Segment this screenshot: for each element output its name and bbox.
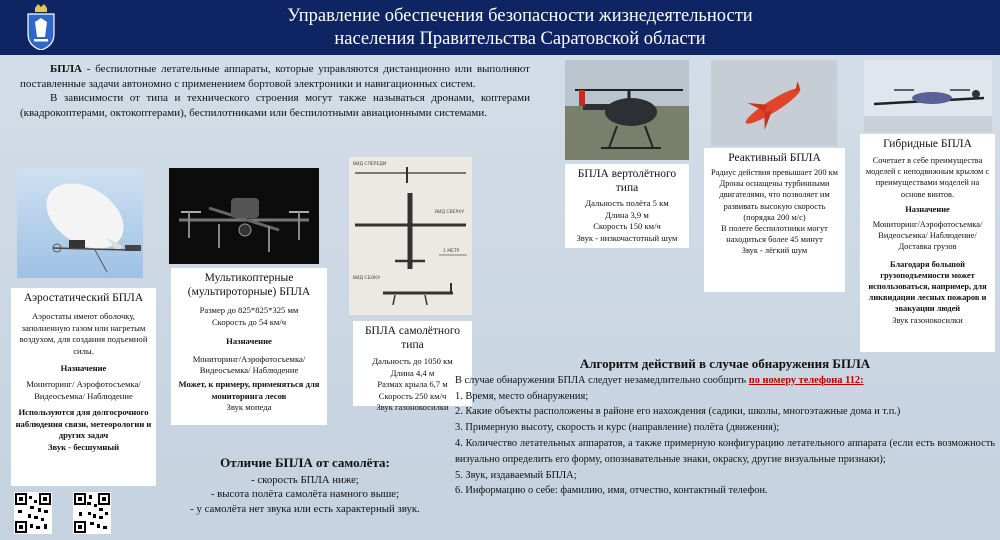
algorithm-step: 5. Звук, издаваемый БПЛА; <box>455 469 577 481</box>
helicopter-card-title: БПЛА вертолётного типа <box>577 168 677 194</box>
coat-of-arms-logo <box>26 4 56 50</box>
algorithm-step: 6. Информацию о себе: фамилию, имя, отчество, контактный телефон. <box>455 485 768 497</box>
multicopter-card: Мультикоптерные (мультироторные) БПЛА Размер до 825*825*325 мм Скорость до 54 км/ч Назначение Мониторинг/Аэрофотосъемка/ Видеосъемка/ Наблюдение Может, к примеру, применяться для мониторинга лесов Звук мопеда <box>171 268 327 425</box>
multicopter-card-title: Мультикоптерные (мультироторные) БПЛА <box>187 272 311 298</box>
hybrid-drone-photo <box>864 60 992 132</box>
intro-term: БПЛА <box>50 63 82 75</box>
diagram-label-top: ВИД СВЕРХУ <box>435 210 465 215</box>
difference-item: - скорость БПЛА ниже; <box>251 473 359 486</box>
algorithm-section <box>455 356 995 499</box>
qr-code[interactable] <box>14 492 52 534</box>
plane-diagram <box>349 157 472 315</box>
plane-card-title: БПЛА самолётного типа <box>364 325 461 351</box>
diagram-label-front: ВИД СПЕРЕДИ <box>353 162 387 167</box>
diagram-label-scale: 1 МЕТР <box>443 249 460 254</box>
page-title: Управление обеспечения безопасности жизнедеятельности населения Правительства Саратовской области <box>287 6 753 49</box>
algorithm-title: Алгоритм действий в случае обнаружения БПЛА <box>579 356 871 371</box>
algorithm-step: 1. Время, место обнаружения; <box>455 390 589 402</box>
algorithm-step: 4. Количество летательных аппаратов, а также примерную конфигурацию летательного аппарата (если есть возможность визуально определить его форму, опознавательные знаки, окраску, другие визуальные признаки); <box>455 437 995 465</box>
algorithm-lead: В случае обнаружения БПЛА следует незамедлительно сообщить по номеру телефона 112: <box>455 374 864 386</box>
diagram-label-side: ВИД СБОКУ <box>353 276 381 281</box>
aerostat-card: Аэростатический БПЛА Аэростаты имеют оболочку, заполненную газом или нагретым воздухом, для создания подъемной силы. Назначение Мониторинг/ Аэрофотосъемка/ Видеосъемка/ Наблюдение Используются для долгосрочного наблюдения связи, метеорологии и других задач Звук - бесшумный <box>11 288 156 486</box>
jet-drone-photo <box>711 60 837 146</box>
aerostat-photo <box>17 168 143 278</box>
difference-item: - у самолёта нет звука или есть характерный звук. <box>190 502 420 515</box>
plane-card: БПЛА самолётного типа Дальность до 1050 км Длина 4,4 м Размах крыла 6,7 м Скорость 250 км/ч Звук газонокосилки <box>353 321 472 406</box>
helicopter-photo <box>565 60 689 160</box>
algorithm-step: 3. Примерную высоту, скорость и курс (направление) полёта (движения); <box>455 422 780 434</box>
jet-card: Реактивный БПЛА Радиус действия превышает 200 км Дроны оснащены турбинными двигателями, что позволяет им развивать высокую скорость (порядка 200 м/с) В полете беспилотники могут находиться более 45 минут Звук - лёгкий шум <box>704 148 845 292</box>
emergency-phone: по номеру телефона 112: <box>748 374 864 386</box>
intro-text: БПЛА - беспилотные летательные аппараты, которые управляются дистанционно или выполняют поставленные задачи автономно с применением бортовой электроники и навигационных систем. В зависимости от типа и технического строения могут также называться дронами, коптерами (квадрокоптерами, октокоптерами), беспилотниками или беспилотными авиационными системами. <box>20 63 530 119</box>
helicopter-card: БПЛА вертолётного типа Дальность полёта 5 км Длина 3,9 м Скорость 150 км/ч Звук - низкочастотный шум <box>565 164 689 248</box>
jet-card-title: Реактивный БПЛА <box>728 152 821 164</box>
multicopter-photo <box>169 168 319 264</box>
hybrid-card: Гибридные БПЛА Сочетает в себе преимущества моделей с неподвижным крылом с преимуществами моделей на основе винтов. Назначение Мониторинг/Аэрофотосъемка/ Видеосъемка/ Наблюдение/ Доставка грузов Благодаря большой грузоподъемности может использоваться, например, для ликвидации лесных пожаров и эвакуации людей Звук газонокосилки <box>860 134 995 352</box>
difference-title: Отличие БПЛА от самолёта: <box>220 455 390 470</box>
aerostat-card-title: Аэростатический БПЛА <box>23 292 144 304</box>
hybrid-card-title: Гибридные БПЛА <box>883 138 972 150</box>
difference-section <box>170 456 440 516</box>
qr-code[interactable] <box>73 492 111 534</box>
difference-item: - высота полёта самолёта намного выше; <box>210 488 400 500</box>
algorithm-step: 2. Какие объекты расположены в районе его нахождения (садики, школы, многоэтажные дома и т.п.) <box>455 406 901 418</box>
